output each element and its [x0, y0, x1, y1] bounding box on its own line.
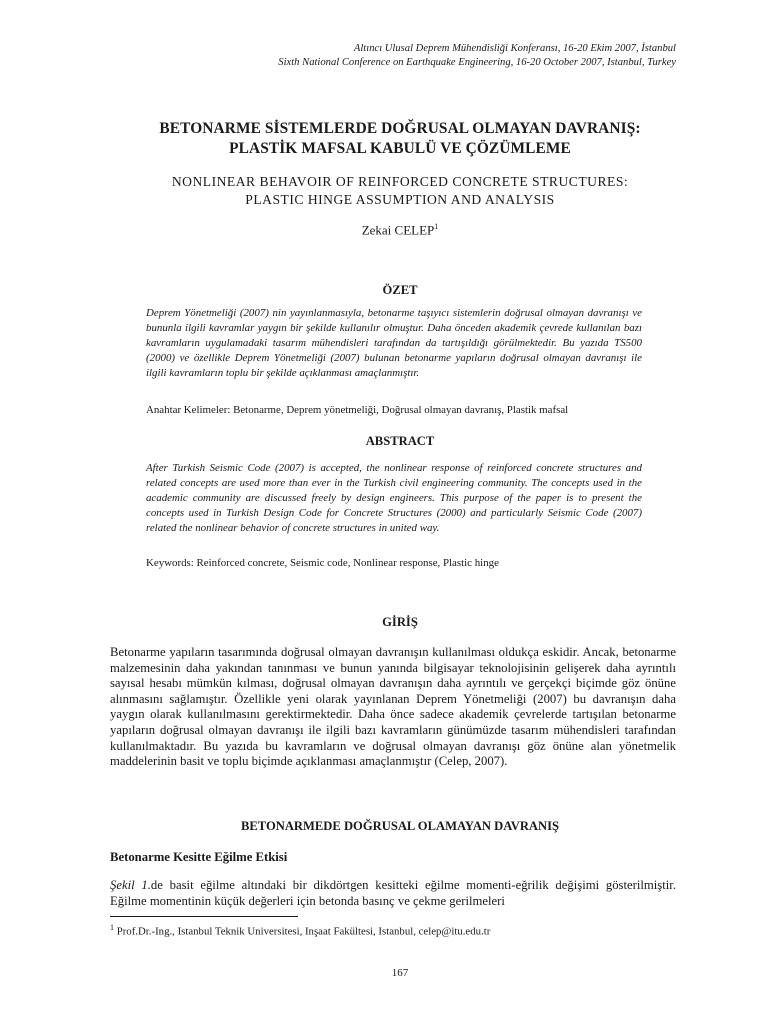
title-turkish	[90, 119, 710, 158]
footnote	[110, 921, 670, 939]
title-english-line-1: NONLINEAR BEHAVOIR OF REINFORCED CONCRETE STRUCTURES:	[171, 174, 629, 189]
section-text	[110, 878, 676, 909]
title-turkish-line-2: PLASTİK MAFSAL KABULÜ VE ÇÖZÜMLEME	[229, 139, 571, 157]
author	[90, 218, 710, 239]
figure-reference: Şekil 1.	[110, 878, 151, 892]
ozet-heading: ÖZET	[382, 283, 418, 297]
running-header	[76, 42, 676, 70]
title-english	[90, 173, 710, 210]
abstract-text: After Turkish Seismic Code (2007) is accepted, the nonlinear response of reinforced concrete structures and related concepts are used more than ever in the Turkish civil engineering community. The concepts used in the academic community are discussed freely by design engineers. This purpose of the paper is to present the concepts used in Turkish Design Code for Concrete Structures (2000) and particularly Seismic Code (2007) related the nonlinear behavior of concrete structures in united way.	[146, 462, 642, 534]
title-english-line-2: PLASTIC HINGE ASSUMPTION AND ANALYSIS	[245, 192, 555, 208]
author-name: Zekai CELEP	[361, 222, 435, 238]
ozet-text: Deprem Yönetmeliği (2007) nin yayınlanmasıyla, betonarme taşıyıcı sistemlerin doğrusal olmayan davranışı ve bununla ilgili kavramlar yaygın bir şekilde kullanılır olmuştur. Daha önceden akademik çevrede kullanılan bazı kavramların uygulamadaki tasarım mühendisleri tarafından da tartışıldığı görülmektedir. Bu yazıda TS500 (2000) ve özellikle Deprem Yönetmeliği (2007) bulunan betonarme yapıların doğrusal olmayan davranışı ile ilgili kavramların toplu bir şekilde açıklanması amaçlanmıştır.	[146, 307, 642, 379]
header-line-tr: Altıncı Ulusal Deprem Mühendisliği Konferansı, 16-20 Ekim 2007, İstanbul	[353, 43, 676, 54]
section-heading: BETONARMEDE DOĞRUSAL OLAMAYAN DAVRANIŞ	[240, 819, 560, 833]
giris-text: Betonarme yapıların tasarımında doğrusal olmayan davranışın kullanılması oldukça eskidir. Ancak, betonarme malzemesinin daha yakından tanınması ve bunun yanında bilgisayar teknolojisinin gelişerek daha ayrıntılı sayısal hesabı mümkün kılması, doğrusal olmayan davranışın daha ayrıntılı ve gerçekçi biçimde göz önüne alınmasını sağlamıştır. Özellikle yeni olarak yayınlanan Deprem Yönetmeliği (2007) bu davranışın daha yaygın olarak kullanılmasını gerektirmektedir. Daha önce sadece akademik çevrelerde tartışılan betonarme yapıların doğrusal olmayan davranışı ile ilgili bazı kavramların günümüzde tasarım mühendisleri tarafından kullanılmaktadır. Bu yazıda bu kavramların ve doğrusal olmayan davranışı göz önüne alan yönetmelik maddelerinin basit ve toplu biçimde açıklanması amaçlanmıştır (Celep, 2007).	[110, 645, 676, 769]
subsection-heading: Betonarme Kesitte Eğilme Etkisi	[110, 850, 288, 864]
ozet-keywords: Anahtar Kelimeler: Betonarme, Deprem yönetmeliği, Doğrusal olmayan davranış, Plastik mafsal	[146, 404, 569, 416]
giris-heading: GİRİŞ	[382, 615, 418, 629]
author-footnote-mark: 1	[434, 222, 439, 231]
abstract-keywords: Keywords: Reinforced concrete, Seismic code, Nonlinear response, Plastic hinge	[146, 557, 499, 569]
footnote-text: Prof.Dr.-Ing., Istanbul Teknik Universitesi, Inşaat Fakültesi, Istanbul, celep@itu.edu.tr	[114, 925, 491, 938]
header-line-en: Sixth National Conference on Earthquake Engineering, 16-20 October 2007, Istanbul, Turkey	[278, 57, 676, 68]
page-number: 167	[391, 967, 409, 979]
footnote-mark: 1	[110, 923, 114, 932]
footnote-rule	[110, 916, 298, 917]
abstract-heading: ABSTRACT	[365, 434, 435, 448]
section-text-body: de basit eğilme altındaki bir dikdörtgen kesitteki eğilme momenti-eğrilik değişimi gösterilmiştir. Eğilme momentinin küçük değerleri için betonda basınç ve çekme gerilmeleri	[110, 878, 676, 908]
title-turkish-line-1: BETONARME SİSTEMLERDE DOĞRUSAL OLMAYAN DAVRANIŞ:	[159, 120, 641, 137]
